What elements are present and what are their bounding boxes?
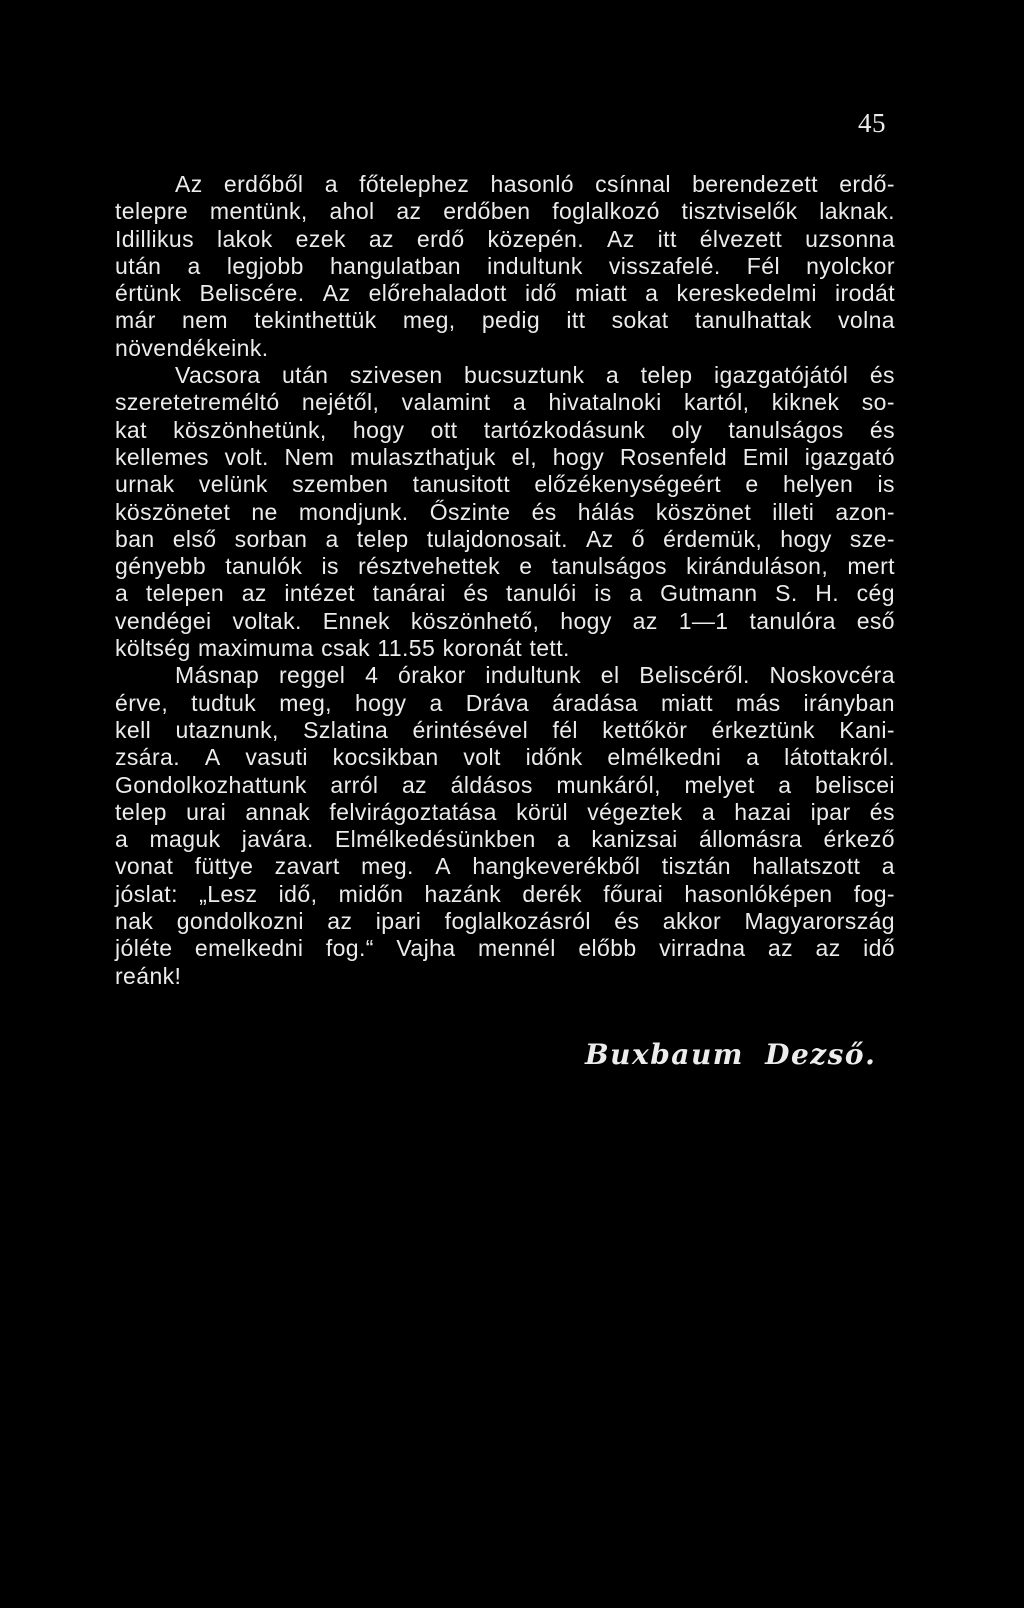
text-line: jóslat: „Lesz idő, midőn hazánk derék főurai hasonlóképen fog- (115, 880, 895, 907)
text-line: gényebb tanulók is résztvehettek e tanulságos kiránduláson, mert (115, 553, 895, 580)
text-line: nak gondolkozni az ipari foglalkozásról és akkor Magyarország (115, 908, 895, 935)
text-line: Gondolkozhattunk arról az áldásos munkáról, melyet a beliscei (115, 771, 895, 798)
text-line: kat köszönhetünk, hogy ott tartózkodásunk oly tanulságos és (115, 416, 895, 443)
text-line: már nem tekinthettük meg, pedig itt sokat tanulhattak volna (115, 307, 895, 334)
text-line: költség maximuma csak 11.55 koronát tett. (115, 635, 570, 662)
text-line: szeretetreméltó nejétől, valamint a hivatalnoki kartól, kiknek so- (115, 389, 895, 416)
text-line: Vacsora után szivesen bucsuztunk a telep igazgatójától és (175, 362, 895, 389)
text-line: jóléte emelkedni fog.“ Vajha mennél előbb virradna az az idő (115, 935, 895, 962)
text-line: a maguk javára. Elmélkedésünkben a kanizsai állomásra érkező (115, 826, 895, 853)
text-line: telepre mentünk, ahol az erdőben foglalkozó tisztviselők laknak. (115, 198, 895, 225)
text-line: telep urai annak felvirágoztatása körül végeztek a hazai ipar és (115, 798, 895, 825)
text-line: növendékeink. (115, 334, 269, 361)
text-line: után a legjobb hangulatban indultunk visszafelé. Fél nyolckor (115, 252, 895, 279)
page-number: 45 (858, 108, 886, 138)
text-line: reánk! (115, 962, 182, 989)
text-line: vendégei voltak. Ennek köszönhető, hogy az 1—1 tanulóra eső (115, 607, 895, 634)
text-line: zsára. A vasuti kocsikban volt időnk elmélkedni a látottakról. (115, 744, 895, 771)
text-line: vonat füttye zavart meg. A hangkeverékből tisztán hallatszott a (115, 853, 895, 880)
text-line: érve, tudtuk meg, hogy a Dráva áradása miatt más irányban (115, 689, 895, 716)
body-text (115, 171, 895, 990)
text-line: Az erdőből a főtelephez hasonló csínnal berendezett erdő- (175, 171, 895, 197)
text-line: a telepen az intézet tanárai és tanulói is a Gutmann S. H. cég (115, 580, 895, 607)
text-line: köszönetet ne mondjunk. Őszinte és hálás köszönet illeti azon- (115, 498, 895, 525)
text-line: Idillikus lakok ezek az erdő közepén. Az itt élvezett uzsonna (115, 225, 895, 252)
author-signature: Buxbaum Dezső. (585, 1038, 877, 1071)
text-line: ban első sorban a telep tulajdonosait. Az ő érdemük, hogy sze- (115, 525, 895, 552)
text-line: értünk Beliscére. Az előrehaladott idő miatt a kereskedelmi irodát (115, 280, 895, 307)
text-line: Másnap reggel 4 órakor indultunk el Beliscéről. Noskovcéra (175, 662, 895, 689)
text-line: kellemes volt. Nem mulaszthatjuk el, hogy Rosenfeld Emil igazgató (115, 443, 895, 470)
text-line: urnak velünk szemben tanusitott előzékenységeért e helyen is (115, 471, 895, 498)
text-line: kell utaznunk, Szlatina érintésével fél kettőkör érkeztünk Kani- (115, 716, 895, 743)
